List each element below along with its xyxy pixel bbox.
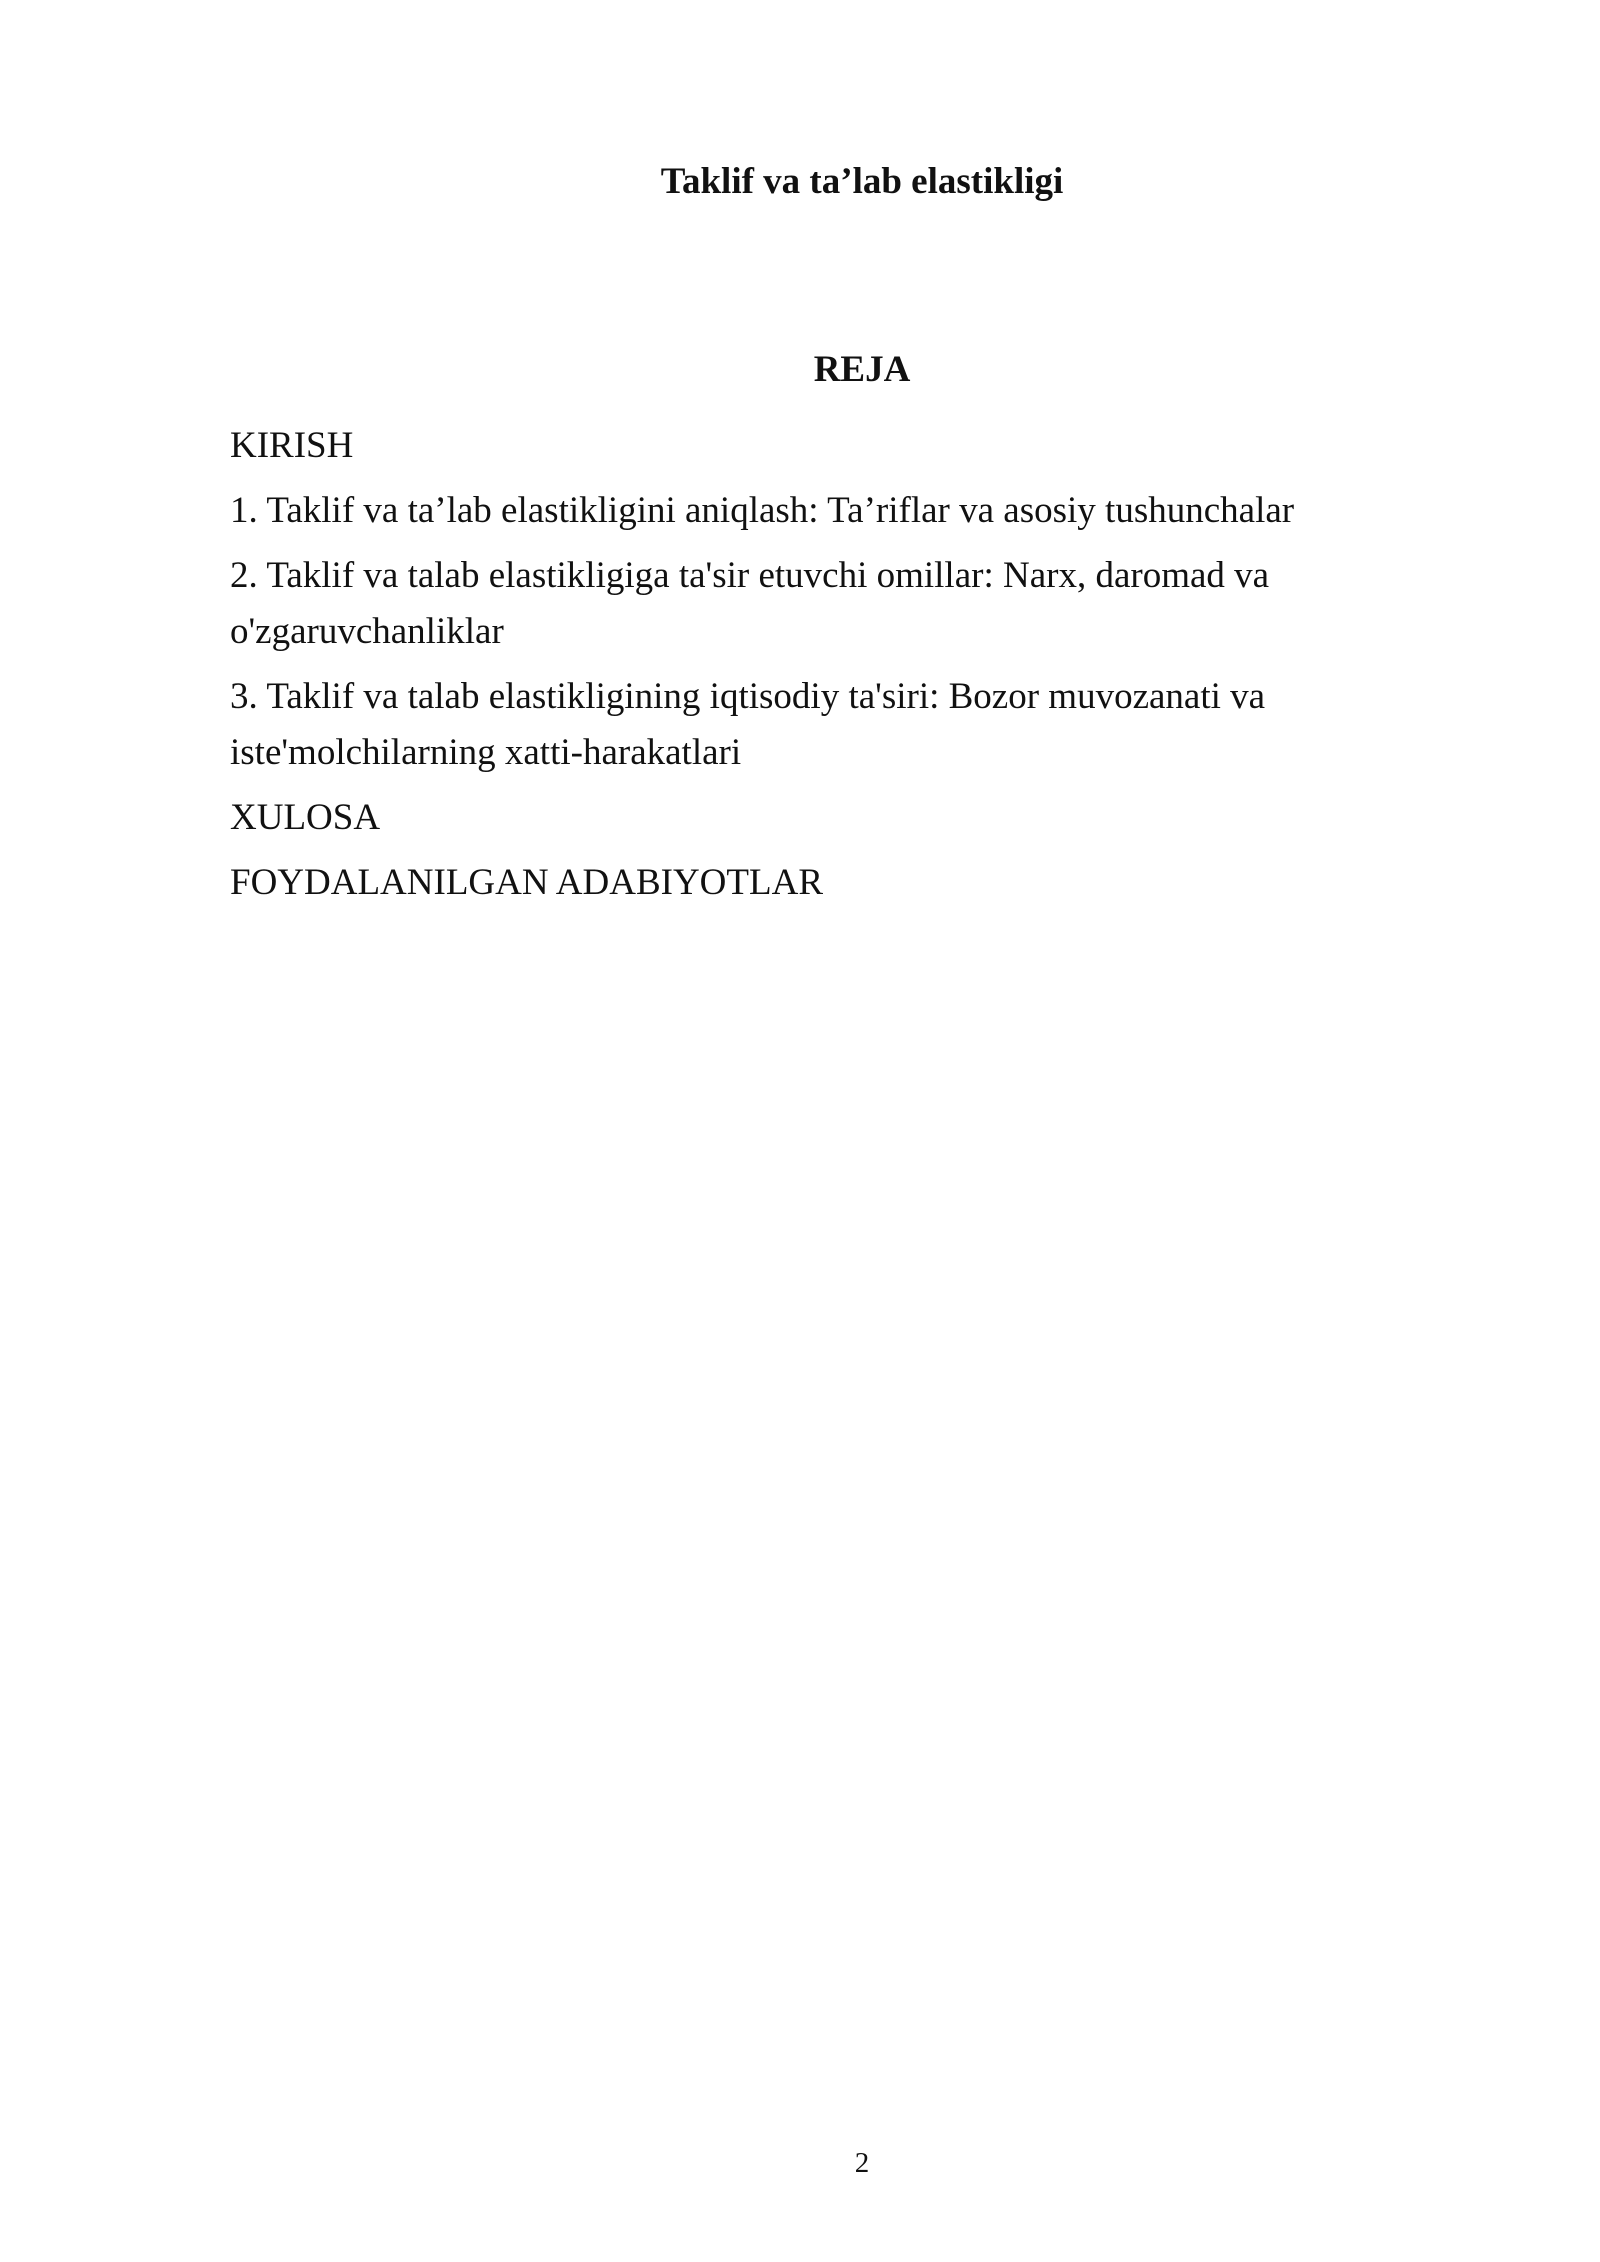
plan-item-references: FOYDALANILGAN ADABIYOTLAR xyxy=(230,862,823,903)
plan-heading: REJA xyxy=(813,349,911,390)
plan-item-introduction: KIRISH xyxy=(230,425,354,466)
plan-item-section-1: 1. Taklif va ta’lab elastikligini aniqlash: Ta’riflar va asosiy tushunchalar xyxy=(230,490,1295,531)
page-number: 2 xyxy=(854,2147,870,2179)
plan-item-section-2: 2. Taklif va talab elastikligiga ta'sir etuvchi omillar: Narx, daromad va o'zgaruvchanliklar xyxy=(230,555,1270,652)
plan-item-conclusion: XULOSA xyxy=(230,797,381,838)
document-title: Taklif va ta’lab elastikligi xyxy=(660,161,1064,202)
plan-list xyxy=(230,418,1360,920)
plan-item-section-3: 3. Taklif va talab elastikligining iqtisodiy ta'siri: Bozor muvozanati va iste'molchilarning xatti-harakatlari xyxy=(230,676,1266,773)
